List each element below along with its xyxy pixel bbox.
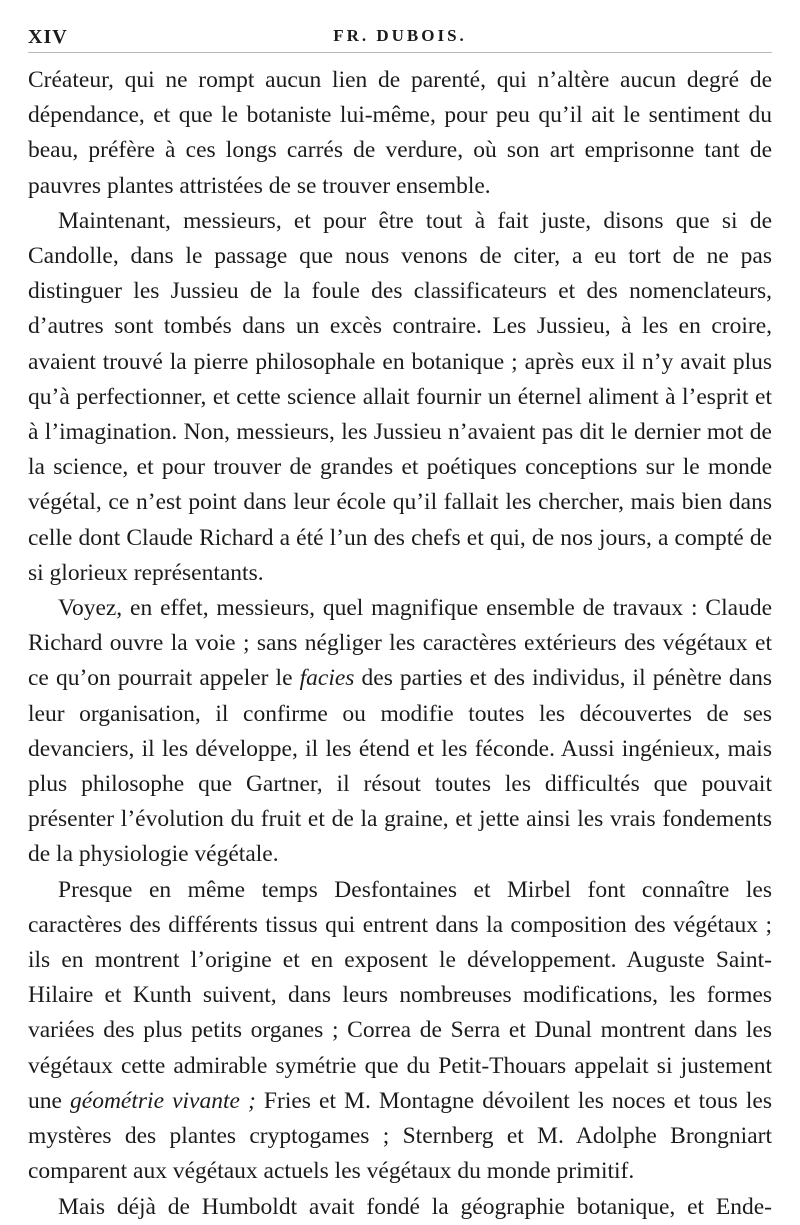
book-page <box>28 22 772 1225</box>
running-title: FR. DUBOIS. <box>333 26 467 45</box>
page-header <box>28 22 772 53</box>
body-text <box>28 63 772 1225</box>
text-segment: Fries et M. Montagne dévoilent les noces et tous les mystères des plantes cryptogames ; Sternberg et M. Adolphe Brongniart comparent aux végétaux actuels les végétaux du monde primitif. <box>28 1087 773 1185</box>
text-segment: Presque en même temps Desfontaines et Mirbel font connaître les caractères des différents tissus qui entrent dans la composition des végétaux ; ils en montrent l’origine et en exposent le développement. Auguste Saint-Hilaire et Kunth suivent, dans leurs nombreuses modifications, les formes variées des plus petits organes ; Correa de Serra et Dunal montrent dans les végétaux cette admirable symétrie que du Petit-Thouars appelait si justement une <box>28 876 772 1114</box>
paragraph <box>28 204 772 591</box>
paragraph <box>28 873 772 1190</box>
italic-term: géométrie vivante ; <box>70 1087 256 1114</box>
text-segment: Voyez, en effet, messieurs, quel magnifique ensemble de travaux : Claude Richard ouvre la voie ; sans négliger les caractères extérieurs des végétaux et ce qu’on pourrait appeler le <box>28 595 772 692</box>
text-segment: Maintenant, messieurs, et pour être tout à fait juste, disons que si de Candolle, dans le passage que nous venons de citer, a eu tort de ne pas distinguer les Jussieu de la foule des classificateurs et des nomenclateurs, d’autres sont tombés dans un excès contraire. Les Jussieu, à les en croire, avaient trouvé la pierre philosophale en botanique ; après eux il n’y avait plus qu’à perfectionner, et cette science allait fournir un éternel aliment à l’esprit et à l’imagination. Non, messieurs, les Jussieu n’avaient pas dit le dernier mot de la science, et pour trouver de grandes et poétiques conceptions sur le monde végétal, ce n’est point dans leur école qu’il fallait les chercher, mais bien dans celle dont Claude Richard a été l’un des chefs et qui, de nos jours, a compté de si glorieux représentants. <box>28 207 772 586</box>
paragraph <box>28 1190 772 1225</box>
text-segment: Mais déjà de Humboldt avait fondé la géographie botanique, et Ende- <box>58 1193 772 1220</box>
italic-term: facies <box>299 665 355 692</box>
page-number: XIV <box>28 26 68 48</box>
paragraph <box>28 63 772 204</box>
paragraph <box>28 591 772 873</box>
text-segment: Créateur, qui ne rompt aucun lien de parenté, qui n’altère aucun degré de dépendance, et que le botaniste lui-même, pour peu qu’il ait le sentiment du beau, préfère à ces longs carrés de verdure, où son art emprisonne tant de pauvres plantes attristées de se trouver ensemble. <box>28 67 772 199</box>
text-segment: des parties et des individus, il pénètre dans leur organisation, il confirme ou modifie toutes les découvertes de ses devanciers, il les développe, il les étend et les féconde. Aussi ingénieux, mais plus philosophe que Gartner, il résout toutes les difficultés que pouvait présenter l’évolution du fruit et de la graine, et jette ainsi les vrais fondements de la physiologie végétale. <box>28 665 772 868</box>
